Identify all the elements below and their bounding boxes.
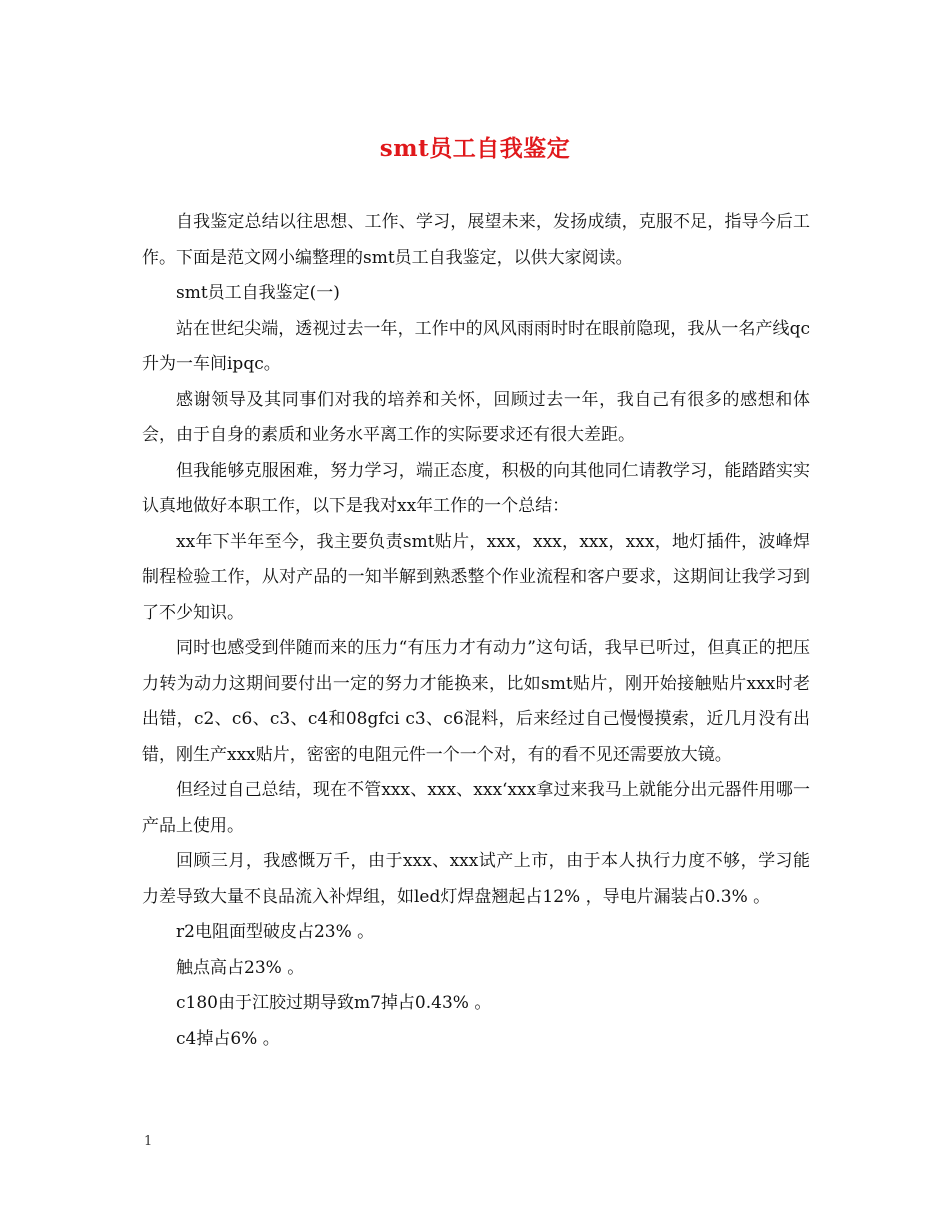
paragraph: 同时也感受到伴随而来的压力“有压力才有动力”这句话，我早已听过，但真正的把压力转为动力这期间要付出一定的努力才能换来，比如smt贴片，刚开始接触贴片xxx时老出错，c2、c6、c3、c4和08gfci c3、c6混料，后来经过自己慢慢摸索，近几月没有出错，刚生产xxx贴片，密密的电阻元件一个一个对，有的看不见还需要放大镜。 <box>142 638 810 765</box>
paragraph: 触点高占23% 。 <box>176 957 305 978</box>
section-heading: smt员工自我鉴定(一) <box>176 283 340 303</box>
paragraph: 感谢领导及其同事们对我的培养和关怀，回顾过去一年，我自己有很多的感想和体会，由于自身的素质和业务水平离工作的实际要求还有很大差距。 <box>142 389 810 445</box>
paragraph: 但经过自己总结，现在不管xxx、xxx、xxx‘xxx拿过来我马上就能分出元器件用哪一产品上使用。 <box>142 780 810 836</box>
page-number: 1 <box>144 1134 153 1149</box>
paragraph: c4掉占6% 。 <box>176 1028 280 1049</box>
paragraph: xx年下半年至今，我主要负责smt贴片，xxx，xxx，xxx，xxx，地灯插件，波峰焊制程检验工作，从对产品的一知半解到熟悉整个作业流程和客户要求，这期间让我学习到了不少知识。 <box>142 531 810 623</box>
paragraph: r2电阻面型破皮占23% 。 <box>176 922 375 942</box>
document-title: smt员工自我鉴定 <box>379 135 571 162</box>
document-body <box>142 205 810 1057</box>
paragraph: 自我鉴定总结以往思想、工作、学习，展望未来，发扬成绩，克服不足，指导今后工作。下面是范文网小编整理的smt员工自我鉴定，以供大家阅读。 <box>142 212 810 268</box>
paragraph: 站在世纪尖端，透视过去一年，工作中的风风雨雨时时在眼前隐现，我从一名产线qc升为一车间ipqc。 <box>142 318 810 374</box>
paragraph: c180由于江胶过期导致m7掉占0.43% 。 <box>176 993 492 1013</box>
paragraph: 但我能够克服困难，努力学习，端正态度，积极的向其他同仁请教学习，能踏踏实实认真地做好本职工作，以下是我对xx年工作的一个总结： <box>142 460 810 516</box>
paragraph: 回顾三月，我感慨万千，由于xxx、xxx试产上市，由于本人执行力度不够，学习能力差导致大量不良品流入补焊组，如led灯焊盘翘起占12% ，导电片漏装占0.3% 。 <box>142 851 810 907</box>
